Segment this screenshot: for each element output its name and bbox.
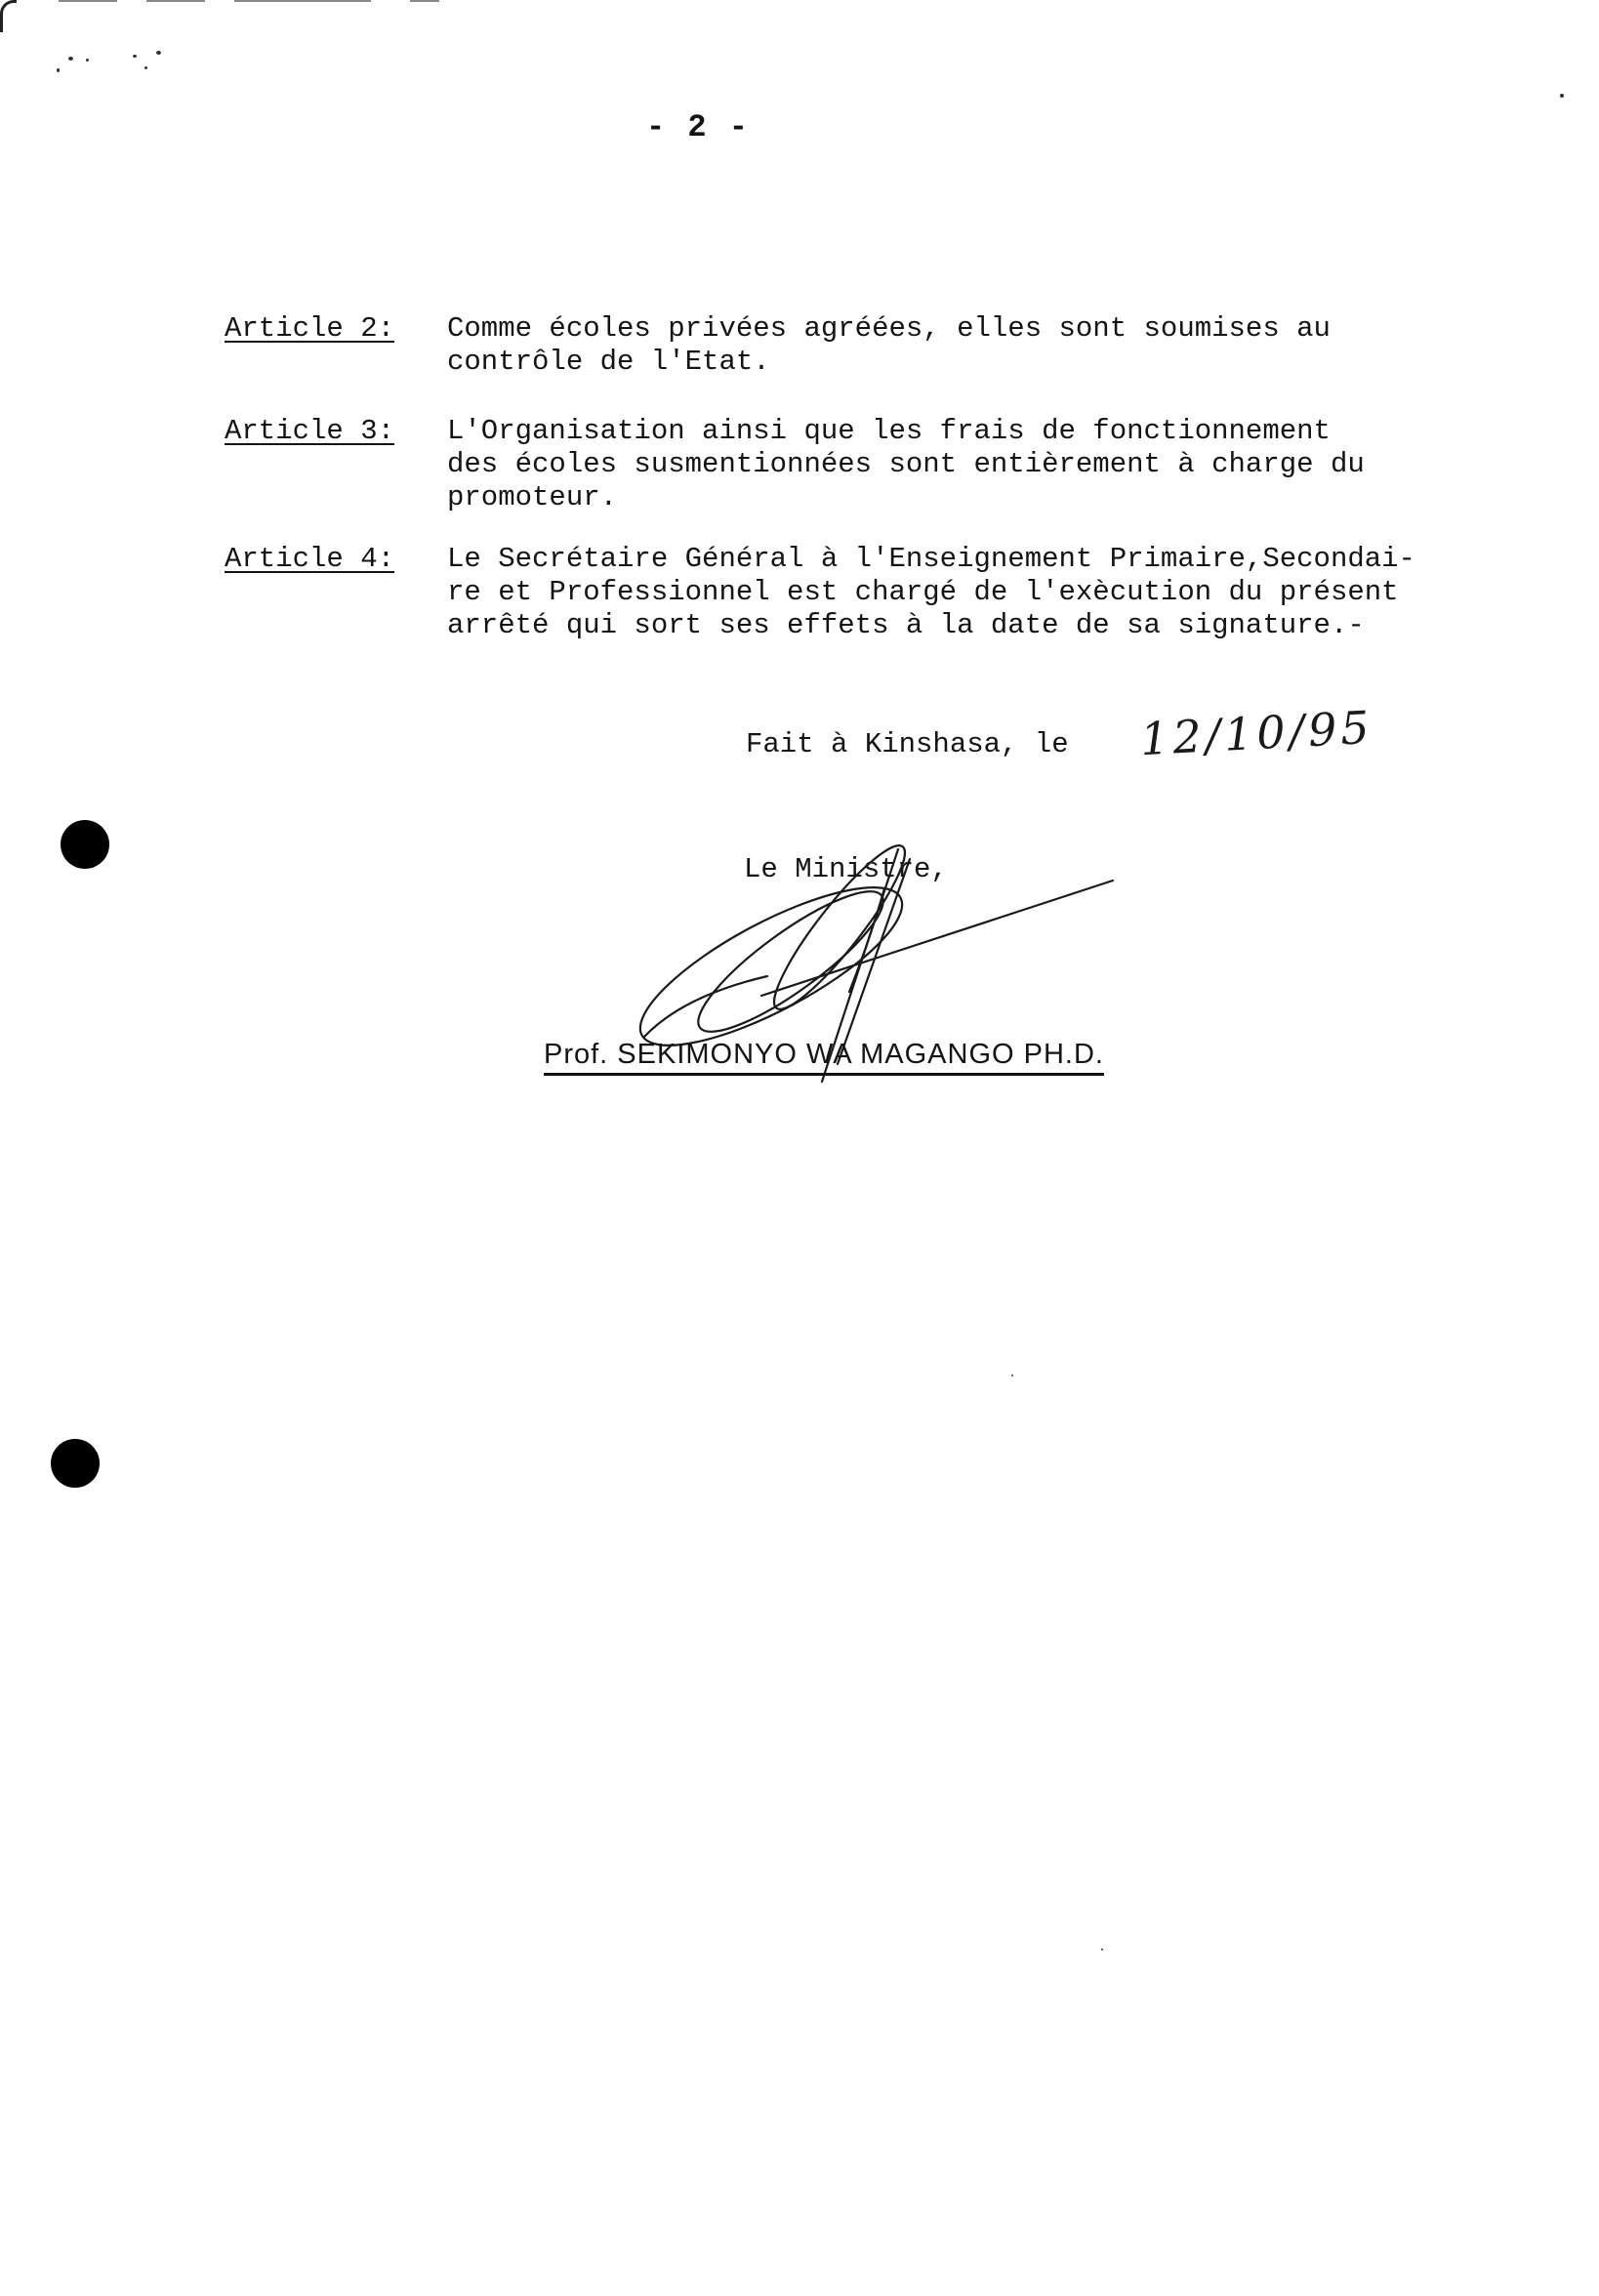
scan-top-mark	[59, 0, 117, 2]
punch-hole	[61, 820, 109, 869]
scan-speck	[1101, 1948, 1103, 1950]
article-line: Comme écoles privées agréées, elles sont soumises au	[447, 312, 1331, 345]
article-body	[447, 543, 1560, 642]
scan-speck	[86, 59, 89, 62]
article-line: contrôle de l'Etat.	[447, 346, 770, 378]
signature-loop	[759, 834, 920, 1022]
scan-speck	[68, 57, 73, 61]
place-date-line: Fait à Kinshasa, le	[746, 728, 1069, 760]
signature-stroke	[644, 976, 767, 1037]
scan-top-mark	[410, 0, 439, 2]
article-label: Article 4:	[225, 543, 395, 575]
scan-top-mark	[234, 0, 371, 2]
article-label: Article 2:	[225, 312, 395, 345]
signature-stroke	[761, 881, 1113, 996]
article-line: promoteur.	[447, 481, 618, 513]
scan-speck	[144, 66, 147, 69]
article-line: Le Secrétaire Général à l'Enseignement Primaire,Secondai-	[447, 543, 1415, 575]
article-label: Article 3:	[225, 415, 395, 447]
article-line: L'Organisation ainsi que les frais de fonctionnement	[447, 415, 1331, 447]
handwritten-date: 12/10/95	[1138, 700, 1374, 766]
scan-speck	[156, 51, 161, 55]
minister-title: Le Ministre,	[744, 853, 948, 885]
article-line: re et Professionnel est chargé de l'exècution du présent	[447, 576, 1399, 608]
article-body	[447, 415, 1560, 514]
scan-speck	[133, 55, 137, 58]
article-line: des écoles susmentionnées sont entièrement à charge du	[447, 448, 1365, 480]
scan-edge-mark	[0, 0, 17, 32]
article-line: arrêté qui sort ses effets à la date de sa signature.-	[447, 609, 1365, 641]
punch-hole	[51, 1439, 100, 1488]
article-body	[447, 312, 1560, 379]
signature-stroke	[849, 888, 884, 992]
scan-speck	[1560, 94, 1564, 98]
page-number: - 2 -	[645, 109, 750, 145]
signatory-name: Prof. SEKIMONYO WA MAGANGO PH.D.	[544, 1039, 1104, 1076]
scan-speck	[1011, 1374, 1013, 1376]
scan-speck	[57, 68, 60, 72]
scan-top-mark	[146, 0, 205, 2]
